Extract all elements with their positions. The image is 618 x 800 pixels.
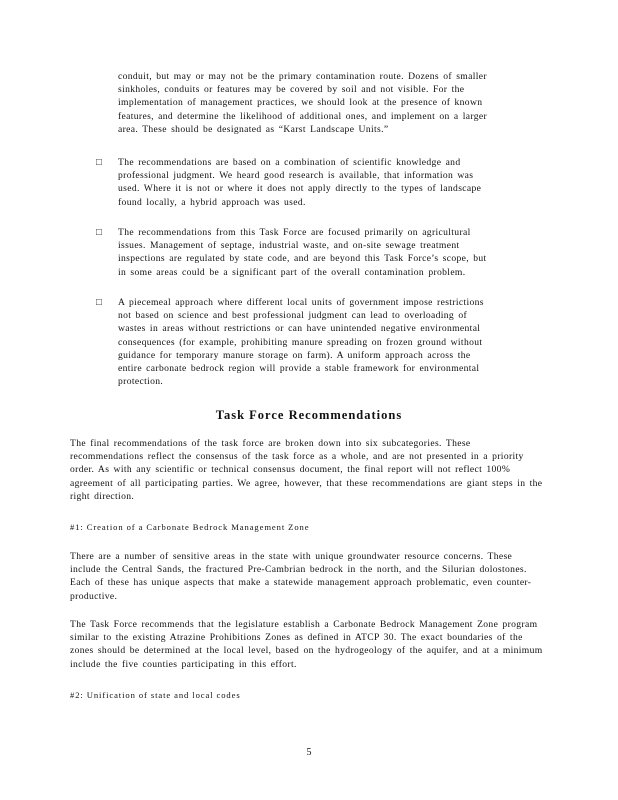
- subsection-paragraph: The Task Force recommends that the legislature establish a Carbonate Bedrock Management Zone program similar to the existing Atrazine Prohibitions Zones as defined in ATCP 30. The exact boundaries of the zones should be determined at the local level, based on the hydrogeology of the aquifer, and at a minimum include the five counties participating in this effort.: [70, 619, 543, 670]
- bullet-text: The recommendations from this Task Force are focused primarily on agricultural issues. Management of septage, industrial waste, and on-site sewage treatment inspections are regulated by state code, and are beyond this Task Force’s scope, but in some areas could be a significant part of the overall contamination problem.: [118, 227, 487, 278]
- bullet-marker: □: [96, 227, 102, 238]
- bullet-text: A piecemeal approach where different local units of government impose restrictions not based on science and best professional judgment can lead to overloading of wastes in areas without restrictions or can have unintended negative environmental consequences (for example, prohibiting manure spreading on frozen ground without guidance for temporary manure storage on farm). A uniform approach across the entire carbonate bedrock region will provide a stable framework for environmental protection.: [118, 297, 484, 388]
- continuation-paragraph: conduit, but may or may not be the primary contamination route. Dozens of smaller sinkholes, conduits or features may be covered by soil and not visible. For the implementation of management practices, we should look at the presence of known features, and determine the likelihood of additional ones, and implement on a larger area. These should be designated as “Karst Landscape Units.”: [118, 71, 488, 135]
- page-number: 5: [306, 747, 312, 758]
- subsection-title: #2: Unification of state and local codes: [70, 690, 241, 700]
- bullet-text: The recommendations are based on a combination of scientific knowledge and professional judgment. We heard good research is available, that information was used. Where it is not or where it does not apply directly to the types of landscape found locally, a hybrid approach was used.: [118, 157, 482, 208]
- subsection-title: #1: Creation of a Carbonate Bedrock Management Zone: [70, 522, 310, 532]
- bullet-marker: □: [96, 297, 102, 308]
- intro-paragraph: The final recommendations of the task force are broken down into six subcategories. These recommendations reflect the consensus of the task force as a whole, and are not presented in a priority order. As with any scientific or technical consensus document, the final report will not reflect 100% agreement of all participating parties. We agree, however, that these recommendations are giant steps in the right direction.: [70, 438, 543, 502]
- section-heading: Task Force Recommendations: [215, 408, 403, 422]
- subsection-paragraph: There are a number of sensitive areas in the state with unique groundwater resource concerns. These include the Central Sands, the fractured Pre-Cambrian bedrock in the north, and the Silurian dolostones. Each of these has unique aspects that make a statewide management approach problematic, even counter-productive.: [70, 551, 532, 602]
- bullet-marker: □: [96, 157, 102, 168]
